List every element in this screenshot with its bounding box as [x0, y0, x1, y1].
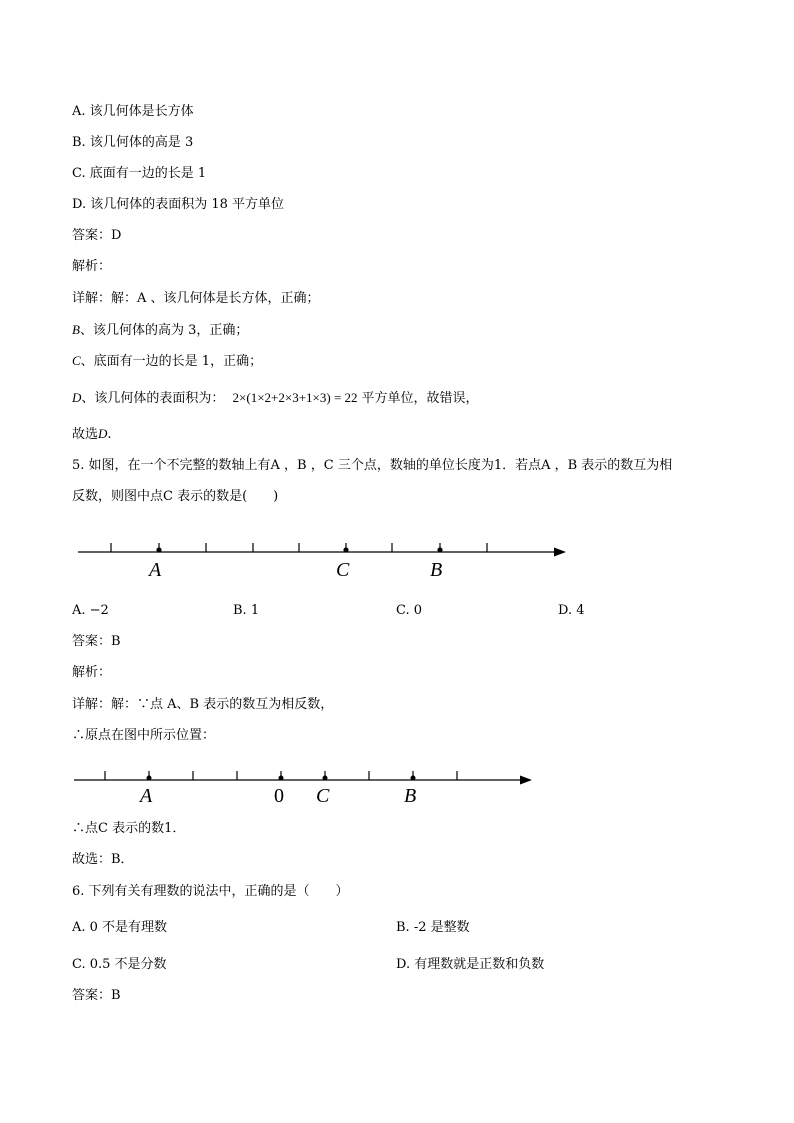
axis-1-label-a: A — [149, 559, 162, 581]
q5-choose: 故选：B． — [72, 852, 134, 867]
q5-analysis-label: 解析： — [72, 665, 112, 680]
q4-formula: 2×(1×2+2×3+1×3) = 22 — [232, 390, 358, 405]
q5-option-a: A. −2 — [72, 603, 109, 618]
q6-option-c: C. 0.5 不是分数 — [72, 957, 167, 972]
axis-2-label-c: C — [316, 785, 330, 807]
q4-d-label: D — [72, 390, 82, 405]
q6-option-a: A. 0 不是有理数 — [72, 920, 168, 935]
axis-2-arrow — [520, 776, 532, 785]
q6-option-b: B. -2 是整数 — [396, 920, 470, 935]
q5-stem-line1: 5. 如图，在一个不完整的数轴上有A ，B ，C 三个点，数轴的单位长度为1．若点A ，B 表示的数互为相 — [72, 458, 673, 473]
q4-d-tail: 平方单位，故错误， — [361, 391, 479, 406]
q4-d-text: 、该几何体的表面积为： — [81, 391, 225, 406]
option-a: A. 该几何体是长方体 — [72, 104, 194, 119]
q5-conclusion: ∴点C 表示的数1． — [72, 821, 186, 836]
q4-answer: 答案：D — [72, 228, 122, 243]
q6-option-d: D. 有理数就是正数和负数 — [396, 957, 545, 972]
option-c: C. 底面有一边的长是 1 — [72, 166, 207, 181]
axis-2-point-a — [147, 776, 152, 781]
q5-option-d: D. 4 — [558, 603, 585, 618]
axis-2-point-c — [323, 776, 328, 781]
q4-b-label: B — [72, 322, 80, 337]
axis-2-point-zero — [279, 776, 284, 781]
q5-option-b: B. 1 — [233, 603, 260, 618]
q6-stem: 6. 下列有关有理数的说法中，正确的是（ ） — [72, 884, 349, 899]
axis-1-label-c: C — [336, 559, 350, 581]
q5-answer: 答案：B — [72, 634, 121, 649]
axis-1-label-b: B — [430, 559, 443, 581]
option-d: D. 该几何体的表面积为 18 平方单位 — [72, 197, 285, 212]
q4-choose-letter: D — [98, 426, 108, 441]
q4-b-text: 、该几何体的高为 3，正确； — [79, 323, 249, 338]
axis-2-label-b: B — [404, 785, 417, 807]
q4-c-label: C — [72, 353, 81, 368]
q5-option-c: C. 0 — [396, 603, 423, 618]
axis-2-label-zero: 0 — [274, 785, 284, 807]
q6-answer: 答案：B — [72, 988, 121, 1003]
q4-choose-suffix: . — [107, 427, 112, 442]
q4-choose-prefix: 故选 — [72, 427, 99, 442]
q5-origin-note: ∴原点在图中所示位置： — [72, 728, 216, 743]
option-b: B. 该几何体的高是 3 — [72, 135, 194, 150]
q4-detail: 详解：解：A 、该几何体是长方体，正确； — [72, 291, 320, 306]
axis-2-point-b — [411, 776, 416, 781]
q5-detail: 详解：解：∵点 A、B 表示的数互为相反数， — [72, 697, 334, 712]
q4-c-text: 、底面有一边的长是 1，正确； — [80, 354, 263, 369]
q4-analysis-label: 解析： — [72, 259, 112, 274]
axis-2-label-a: A — [140, 785, 153, 807]
q5-stem-line2: 反数，则图中点C 表示的数是( ) — [72, 489, 279, 504]
